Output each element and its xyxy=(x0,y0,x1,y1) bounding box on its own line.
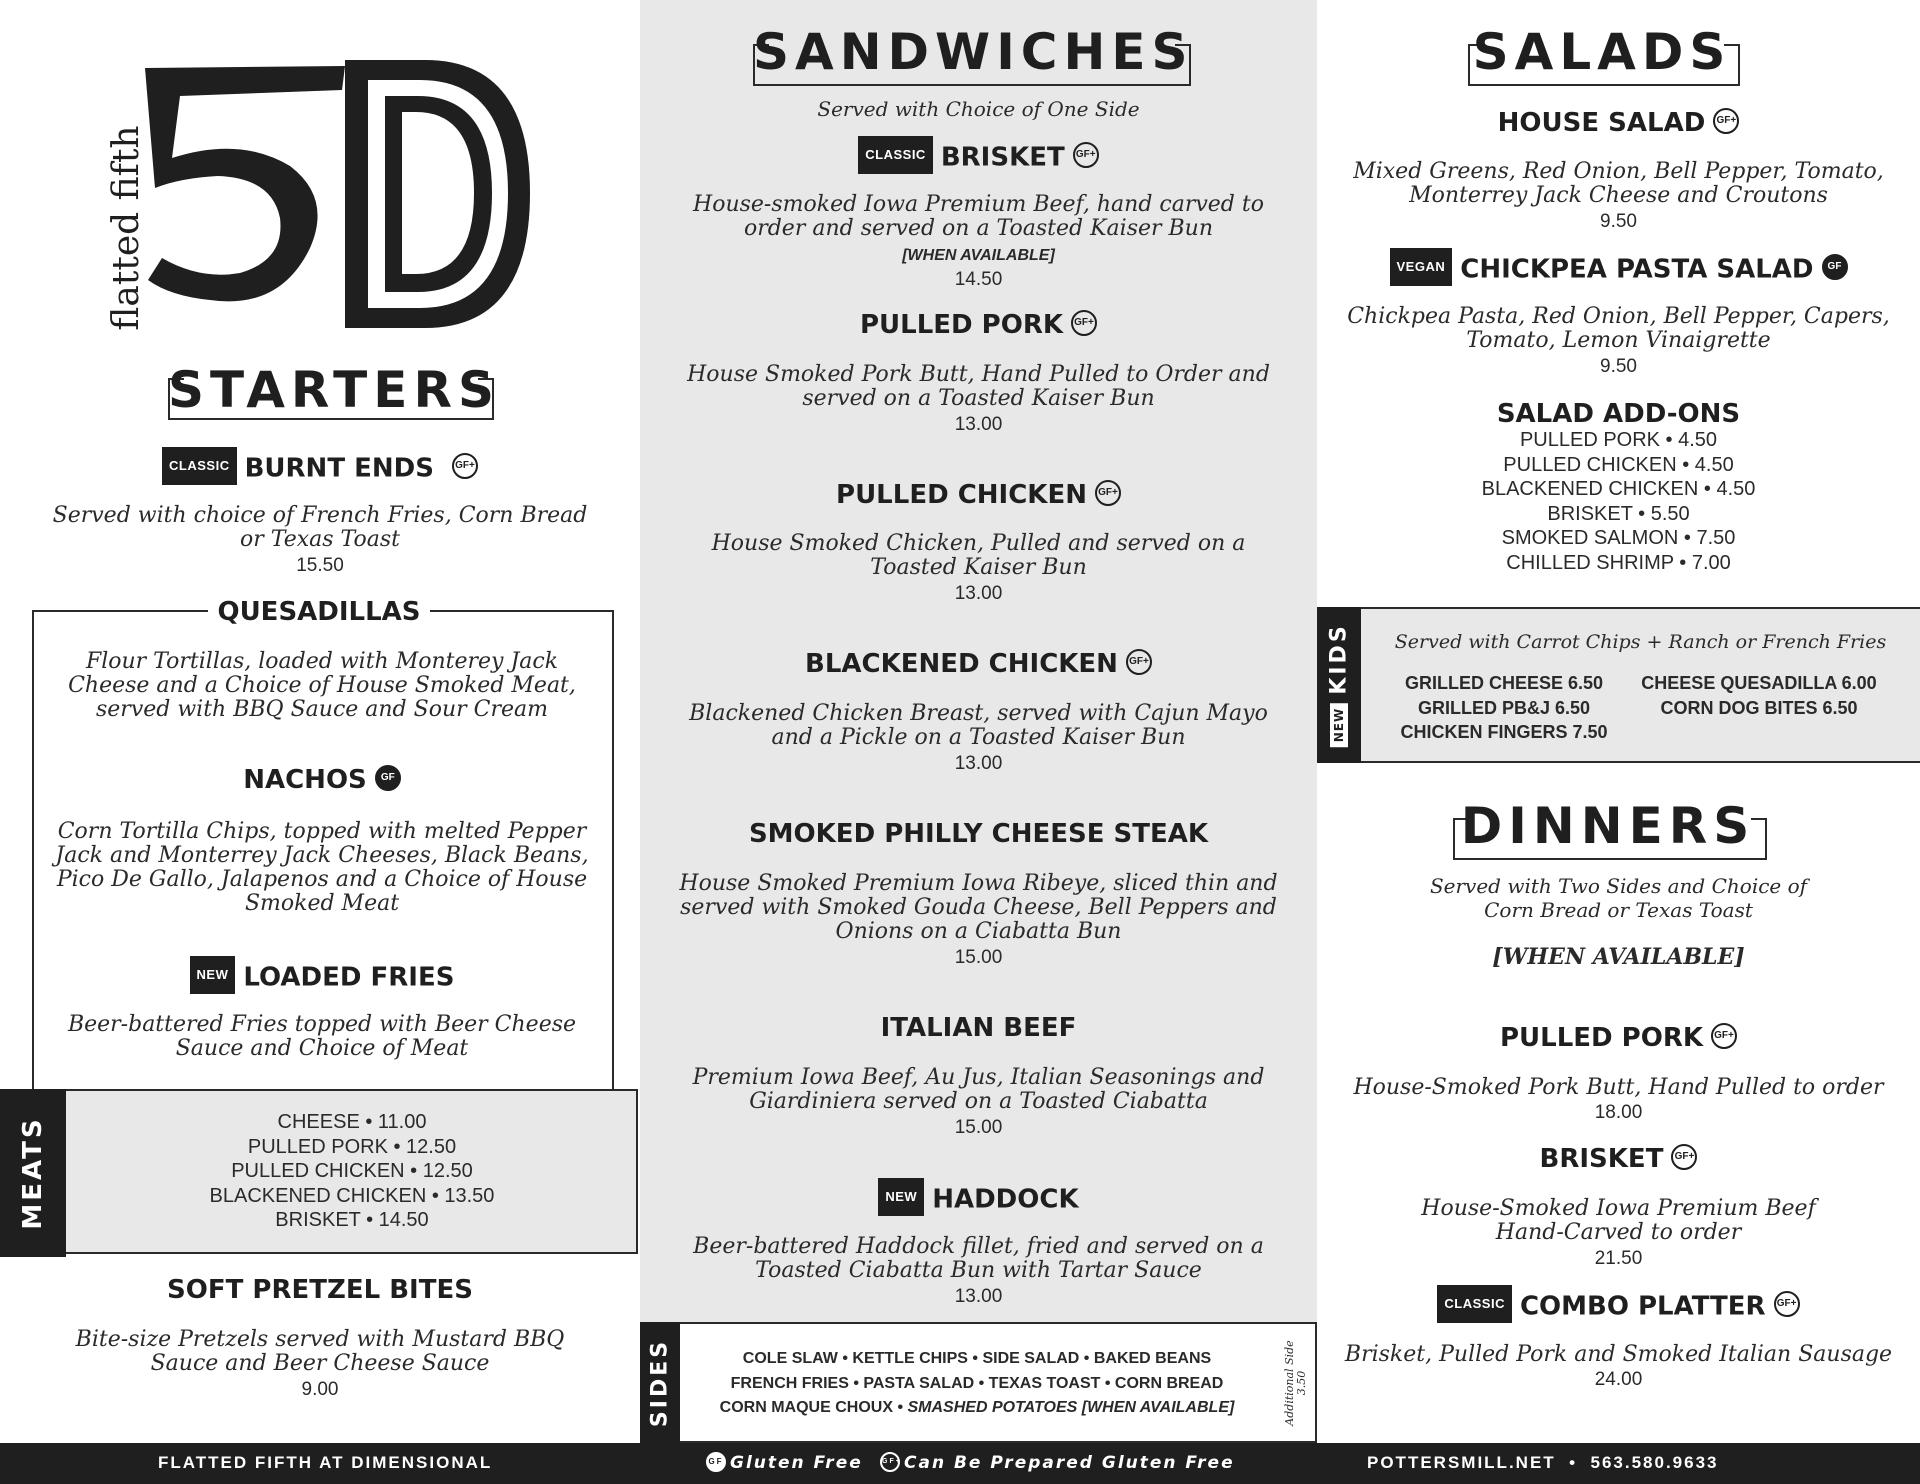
gf-icon: GF xyxy=(375,765,401,791)
quesadillas-desc-2: Cheese and a Choice of House Smoked Meat, xyxy=(68,673,576,698)
sides-line: COLE SLAW • KETTLE CHIPS • SIDE SALAD • BAKED BEANS xyxy=(742,1350,1212,1367)
gf-plus-icon: GF+ xyxy=(452,453,478,479)
pulled-chicken-desc-2: Toasted Kaiser Bun xyxy=(870,555,1087,580)
brisket-price: 14.50 xyxy=(954,269,1003,290)
gf-plus-icon: GF+ xyxy=(1711,1023,1737,1049)
house-salad-name: HOUSE SALAD xyxy=(1497,108,1706,138)
gf-plus-icon: GF+ xyxy=(880,1452,900,1472)
pretzel-desc-2: Sauce and Beer Cheese Sauce xyxy=(150,1351,490,1376)
dinner-pulled-pork-desc: House-Smoked Pork Butt, Hand Pulled to order xyxy=(1353,1075,1884,1100)
kids-item: CHICKEN FINGERS 7.50 xyxy=(1400,722,1608,742)
pretzel-price: 9.00 xyxy=(301,1379,339,1400)
sides-line-part: SMASHED POTATOES [WHEN AVAILABLE] xyxy=(907,1399,1235,1416)
blackened-chicken-desc-1: Blackened Chicken Breast, served with Cajun Mayo xyxy=(689,701,1268,726)
dinner-brisket-name: BRISKET xyxy=(1539,1144,1664,1174)
nachos-desc-2: Jack and Monterrey Jack Cheeses, Black Beans, xyxy=(55,843,589,868)
burnt-ends-name: BURNT ENDS xyxy=(244,453,434,484)
dinners-subtitle-2: Corn Bread or Texas Toast xyxy=(1484,898,1753,922)
sandwiches-title: SANDWICHES xyxy=(753,23,1194,81)
quesadillas-name: QUESADILLAS xyxy=(208,596,430,628)
gf-plus-icon: GF+ xyxy=(1073,142,1099,168)
pulled-pork-name: PULLED PORK xyxy=(859,310,1064,340)
gf-plus-icon: GF+ xyxy=(1671,1144,1697,1170)
footer-venue: FLATTED FIFTH AT DIMENSIONAL xyxy=(158,1453,493,1472)
gf-legend-label: Gluten Free xyxy=(730,1453,863,1473)
dinner-pulled-pork-heading xyxy=(1317,1022,1920,1054)
meats-item: BRISKET • 14.50 xyxy=(275,1209,429,1231)
pretzel-desc-1: Bite-size Pretzels served with Mustard BBQ xyxy=(75,1327,565,1352)
gf-plus-icon: GF+ xyxy=(1095,480,1121,506)
addon-item: CHILLED SHRIMP • 7.00 xyxy=(1506,551,1731,574)
chickpea-desc-2: Tomato, Lemon Vinaigrette xyxy=(1466,328,1771,353)
vegan-tag: VEGAN xyxy=(1390,248,1453,286)
salad-addons-list xyxy=(1317,428,1920,575)
combo-heading xyxy=(1317,1288,1920,1326)
dinners-note: [WHEN AVAILABLE] xyxy=(1492,944,1745,970)
pulled-chicken-heading xyxy=(640,479,1317,511)
gf-icon: GF xyxy=(706,1452,726,1472)
sides-line-part: CORN MAQUE CHOUX • xyxy=(719,1399,908,1416)
additional-side-label: Additional Side xyxy=(1283,1340,1296,1426)
loaded-fries-desc-1: Beer-battered Fries topped with Beer Cheese xyxy=(67,1012,577,1037)
salad-addons-title: SALAD ADD-ONS xyxy=(1496,399,1741,429)
meats-item: PULLED PORK • 12.50 xyxy=(247,1135,457,1158)
philly-desc-3: Onions on a Ciabatta Bun xyxy=(835,919,1122,944)
gf-icon: GF xyxy=(1822,254,1848,280)
house-salad-desc-1: Mixed Greens, Red Onion, Bell Pepper, Tomato, xyxy=(1353,159,1884,184)
philly-name: SMOKED PHILLY CHEESE STEAK xyxy=(748,819,1209,849)
addon-item: BRISKET • 5.50 xyxy=(1547,502,1690,525)
kids-new-tag: NEW xyxy=(1330,703,1348,747)
addon-item: PULLED PORK • 4.50 xyxy=(1519,429,1718,451)
italian-beef-desc-2: Giardiniera served on a Toasted Ciabatta xyxy=(749,1089,1208,1114)
logo xyxy=(100,48,540,338)
nachos-desc-4: Smoked Meat xyxy=(244,891,400,916)
pulled-chicken-name: PULLED CHICKEN xyxy=(836,480,1087,510)
meats-list xyxy=(66,1110,638,1233)
combo-price: 24.00 xyxy=(1594,1369,1643,1390)
italian-beef-price: 15.00 xyxy=(954,1117,1003,1138)
gfplus-legend-label: Can Be Prepared Gluten Free xyxy=(904,1453,1235,1473)
gf-plus-icon: GF+ xyxy=(1713,108,1739,134)
haddock-desc-2: Toasted Ciabatta Bun with Tartar Sauce xyxy=(755,1258,1202,1283)
philly-desc-2: served with Smoked Gouda Cheese, Bell Peppers and xyxy=(680,895,1277,920)
house-salad-heading xyxy=(1317,107,1920,139)
footer-gfplus-legend xyxy=(880,1453,1235,1474)
kids-right-list xyxy=(1628,671,1890,720)
kids-subtitle: Served with Carrot Chips + Ranch or French Fries xyxy=(1394,631,1887,653)
footer xyxy=(0,1443,1920,1484)
classic-tag: CLASSIC xyxy=(1437,1285,1512,1323)
footer-gf-legend xyxy=(706,1453,863,1474)
additional-side xyxy=(1278,1330,1314,1436)
kids-item: CHEESE QUESADILLA 6.00 xyxy=(1641,673,1877,693)
gf-plus-icon: GF+ xyxy=(1774,1291,1800,1317)
brisket-desc-1: House-smoked Iowa Premium Beef, hand carved to xyxy=(693,192,1264,217)
blackened-chicken-desc-2: and a Pickle on a Toasted Kaiser Bun xyxy=(771,725,1186,750)
nachos-desc-3: Pico De Gallo, Jalapenos and a Choice of House xyxy=(56,867,588,892)
blackened-chicken-price: 13.00 xyxy=(954,753,1003,774)
pulled-chicken-desc-1: House Smoked Chicken, Pulled and served on a xyxy=(711,531,1246,556)
nachos-heading xyxy=(32,764,612,796)
meats-label: MEATS xyxy=(18,1116,48,1230)
kids-item: GRILLED PB&J 6.50 xyxy=(1417,697,1591,718)
sides-label: SIDES xyxy=(647,1338,673,1427)
dinner-brisket-desc-2: Hand-Carved to order xyxy=(1495,1220,1742,1245)
brisket-desc-2: order and served on a Toasted Kaiser Bun xyxy=(743,216,1214,241)
chickpea-heading xyxy=(1317,251,1920,289)
meats-tab xyxy=(0,1089,66,1257)
quesadillas-desc-3: served with BBQ Sauce and Sour Cream xyxy=(96,697,548,722)
sides-line: FRENCH FRIES • PASTA SALAD • TEXAS TOAST • CORN BREAD xyxy=(730,1374,1224,1392)
combo-name: COMBO PLATTER xyxy=(1519,1291,1766,1322)
burnt-ends-price: 15.50 xyxy=(296,555,344,576)
sides-line xyxy=(682,1396,1272,1421)
philly-desc-1: House Smoked Premium Iowa Ribeye, sliced thin and xyxy=(679,871,1278,896)
burnt-ends-heading xyxy=(0,450,640,488)
new-tag: NEW xyxy=(878,1178,924,1216)
addon-item: SMOKED SALMON • 7.50 xyxy=(1501,527,1736,549)
italian-beef-desc-1: Premium Iowa Beef, Au Jus, Italian Seasonings and xyxy=(692,1065,1265,1090)
house-salad-price: 9.50 xyxy=(1600,211,1637,232)
dinner-pulled-pork-name: PULLED PORK xyxy=(1499,1023,1704,1053)
kids-item: CORN DOG BITES 6.50 xyxy=(1660,697,1858,718)
logo-mark-icon xyxy=(100,48,540,338)
pretzel-name: SOFT PRETZEL BITES xyxy=(167,1275,473,1305)
pulled-pork-heading xyxy=(640,309,1317,341)
gf-plus-icon: GF+ xyxy=(1071,310,1097,336)
haddock-price: 13.00 xyxy=(954,1286,1003,1307)
kids-tab xyxy=(1317,607,1361,763)
pulled-pork-desc-2: served on a Toasted Kaiser Bun xyxy=(802,386,1155,411)
svg-text:flatted fifth: flatted fifth xyxy=(106,125,147,331)
dinner-brisket-price: 21.50 xyxy=(1594,1248,1643,1269)
loaded-fries-heading xyxy=(32,959,612,997)
loaded-fries-desc-2: Sauce and Choice of Meat xyxy=(175,1036,469,1061)
gf-plus-icon: GF+ xyxy=(1126,649,1152,675)
nachos-name: NACHOS xyxy=(243,765,367,795)
philly-price: 15.00 xyxy=(954,947,1003,968)
salads-title: SALADS xyxy=(1472,23,1732,81)
meats-item: BLACKENED CHICKEN • 13.50 xyxy=(209,1184,495,1207)
chickpea-desc-1: Chickpea Pasta, Red Onion, Bell Pepper, Capers, xyxy=(1347,304,1890,329)
meats-item: CHEESE • 11.00 xyxy=(277,1111,427,1133)
kids-label: KIDS xyxy=(1326,623,1352,695)
haddock-desc-1: Beer-battered Haddock fillet, fried and served on a xyxy=(693,1234,1264,1259)
kids-left-list xyxy=(1382,671,1626,745)
dinners-title: DINNERS xyxy=(1460,797,1756,855)
starters-title: STARTERS xyxy=(168,361,500,419)
additional-side-price: 3.50 xyxy=(1295,1370,1308,1396)
pulled-pork-price: 13.00 xyxy=(954,414,1003,435)
sides-tab xyxy=(640,1322,680,1443)
haddock-heading xyxy=(640,1181,1317,1219)
brisket-note: [WHEN AVAILABLE] xyxy=(902,247,1055,264)
nachos-desc-1: Corn Tortilla Chips, topped with melted Pepper xyxy=(57,819,587,844)
dinner-brisket-heading xyxy=(1317,1143,1920,1175)
blackened-chicken-heading xyxy=(640,648,1317,680)
loaded-fries-name: LOADED FRIES xyxy=(243,962,455,993)
sandwiches-subtitle: Served with Choice of One Side xyxy=(817,97,1140,121)
classic-tag: CLASSIC xyxy=(162,447,237,485)
brisket-name: BRISKET xyxy=(940,142,1065,173)
quesadillas-desc-1: Flour Tortillas, loaded with Monterey Jack xyxy=(85,649,559,674)
sides-list xyxy=(682,1347,1272,1421)
blackened-chicken-name: BLACKENED CHICKEN xyxy=(805,649,1118,679)
dinners-subtitle-1: Served with Two Sides and Choice of xyxy=(1429,874,1808,898)
pulled-pork-desc-1: House Smoked Pork Butt, Hand Pulled to Order and xyxy=(687,362,1270,387)
house-salad-desc-2: Monterrey Jack Cheese and Croutons xyxy=(1409,183,1828,208)
classic-tag: CLASSIC xyxy=(858,136,933,174)
haddock-name: HADDOCK xyxy=(932,1184,1079,1215)
addon-item: BLACKENED CHICKEN • 4.50 xyxy=(1481,478,1756,500)
dinner-pulled-pork-price: 18.00 xyxy=(1594,1102,1643,1123)
meats-item: PULLED CHICKEN • 12.50 xyxy=(231,1160,473,1182)
addon-item: PULLED CHICKEN • 4.50 xyxy=(1503,453,1734,476)
kids-item: GRILLED CHEESE 6.50 xyxy=(1404,673,1604,693)
combo-desc: Brisket, Pulled Pork and Smoked Italian Sausage xyxy=(1344,1342,1893,1367)
chickpea-name: CHICKPEA PASTA SALAD xyxy=(1460,254,1814,285)
dinner-brisket-desc-1: House-Smoked Iowa Premium Beef xyxy=(1421,1196,1816,1221)
italian-beef-name: ITALIAN BEEF xyxy=(880,1013,1077,1043)
pulled-chicken-price: 13.00 xyxy=(954,583,1003,604)
footer-contact: POTTERSMILL.NET • 563.580.9633 xyxy=(1367,1453,1719,1472)
new-tag: NEW xyxy=(190,956,236,994)
chickpea-price: 9.50 xyxy=(1600,356,1637,377)
burnt-ends-desc-2: or Texas Toast xyxy=(239,527,400,552)
brisket-heading xyxy=(640,139,1317,177)
burnt-ends-desc-1: Served with choice of French Fries, Corn Bread xyxy=(52,503,588,528)
